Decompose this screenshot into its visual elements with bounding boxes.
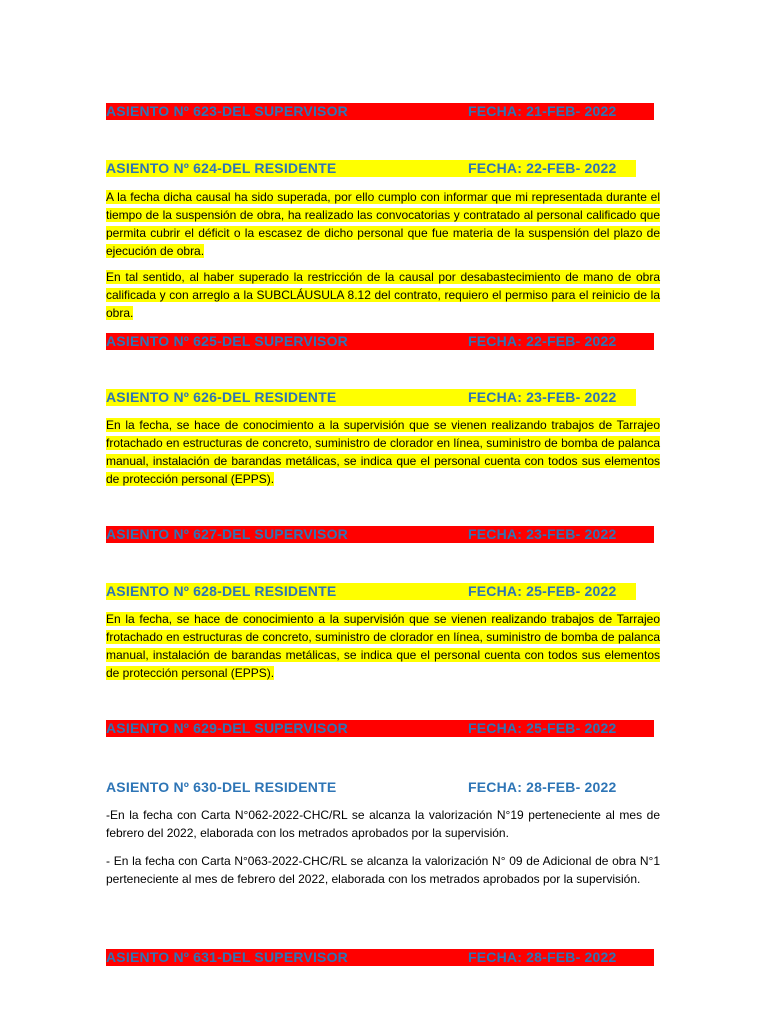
entry-date: FECHA: 25-FEB- 2022: [468, 720, 617, 736]
entry-630-heading: [106, 779, 636, 796]
entry-date: FECHA: 28-FEB- 2022: [468, 949, 617, 965]
entry-date: FECHA: 28-FEB- 2022: [468, 779, 617, 795]
entry-date: FECHA: 23-FEB- 2022: [468, 389, 617, 405]
entry-date: FECHA: 22-FEB- 2022: [468, 160, 617, 176]
entry-date: FECHA: 25-FEB- 2022: [468, 583, 617, 599]
entry-625-heading: [106, 333, 654, 350]
entry-date: FECHA: 21-FEB- 2022: [468, 103, 617, 119]
entry-title: ASIENTO Nº 624-DEL RESIDENTE: [106, 160, 337, 176]
entry-623-heading: [106, 103, 654, 120]
entry-624-paragraph-1: A la fecha dicha causal ha sido superada, por ello cumplo con informar que mi representada durante el tiempo de la suspensión de obra, ha realizado las convocatorias y contratado al personal calificado que permita cubrir el déficit o la escasez de dicho personal que fue materia de la suspensión del plazo de ejecución de obra.: [106, 190, 660, 258]
entry-626-heading: [106, 389, 636, 406]
entry-date: FECHA: 22-FEB- 2022: [468, 333, 617, 349]
entry-title: ASIENTO Nº 631-DEL SUPERVISOR: [106, 949, 348, 965]
entry-624-paragraph-2: En tal sentido, al haber superado la restricción de la causal por desabastecimiento de mano de obra calificada y con arreglo a la SUBCLÁUSULA 8.12 del contrato, requiero el permiso para el reinicio de la obra.: [106, 270, 660, 320]
entry-title: ASIENTO Nº 627-DEL SUPERVISOR: [106, 526, 348, 542]
entry-628-paragraph-1: En la fecha, se hace de conocimiento a la supervisión que se vienen realizando trabajos de Tarrajeo frotachado en estructuras de concreto, suministro de clorador en línea, suministro de bomba de palanca manual, instalación de barandas metálicas, se indica que el personal cuenta con todos sus elementos de protección personal (EPPS).: [106, 612, 660, 680]
entry-630-paragraph-2: - En la fecha con Carta N°063-2022-CHC/RL se alcanza la valorización N° 09 de Adicional de obra N°1 perteneciente al mes de febrero del 2022, elaborada con los metrados aprobados por la supervisión.: [106, 854, 660, 886]
entry-629-heading: [106, 720, 654, 737]
entry-628-heading: [106, 583, 636, 600]
entry-date: FECHA: 23-FEB- 2022: [468, 526, 617, 542]
entry-title: ASIENTO Nº 626-DEL RESIDENTE: [106, 389, 337, 405]
entry-630-paragraph-1: -En la fecha con Carta N°062-2022-CHC/RL se alcanza la valorización N°19 perteneciente al mes de febrero del 2022, elaborada con los metrados aprobados por la supervisión.: [106, 808, 660, 840]
entry-title: ASIENTO Nº 629-DEL SUPERVISOR: [106, 720, 348, 736]
entry-627-heading: [106, 526, 654, 543]
entry-title: ASIENTO Nº 628-DEL RESIDENTE: [106, 583, 337, 599]
entry-631-heading: [106, 949, 654, 966]
entry-title: ASIENTO Nº 625-DEL SUPERVISOR: [106, 333, 348, 349]
entry-title: ASIENTO Nº 630-DEL RESIDENTE: [106, 779, 337, 795]
entry-624-heading: [106, 160, 636, 177]
entry-title: ASIENTO Nº 623-DEL SUPERVISOR: [106, 103, 348, 119]
entry-626-paragraph-1: En la fecha, se hace de conocimiento a la supervisión que se vienen realizando trabajos de Tarrajeo frotachado en estructuras de concreto, suministro de clorador en línea, suministro de bomba de palanca manual, instalación de barandas metálicas, se indica que el personal cuenta con todos sus elementos de protección personal (EPPS).: [106, 418, 660, 486]
